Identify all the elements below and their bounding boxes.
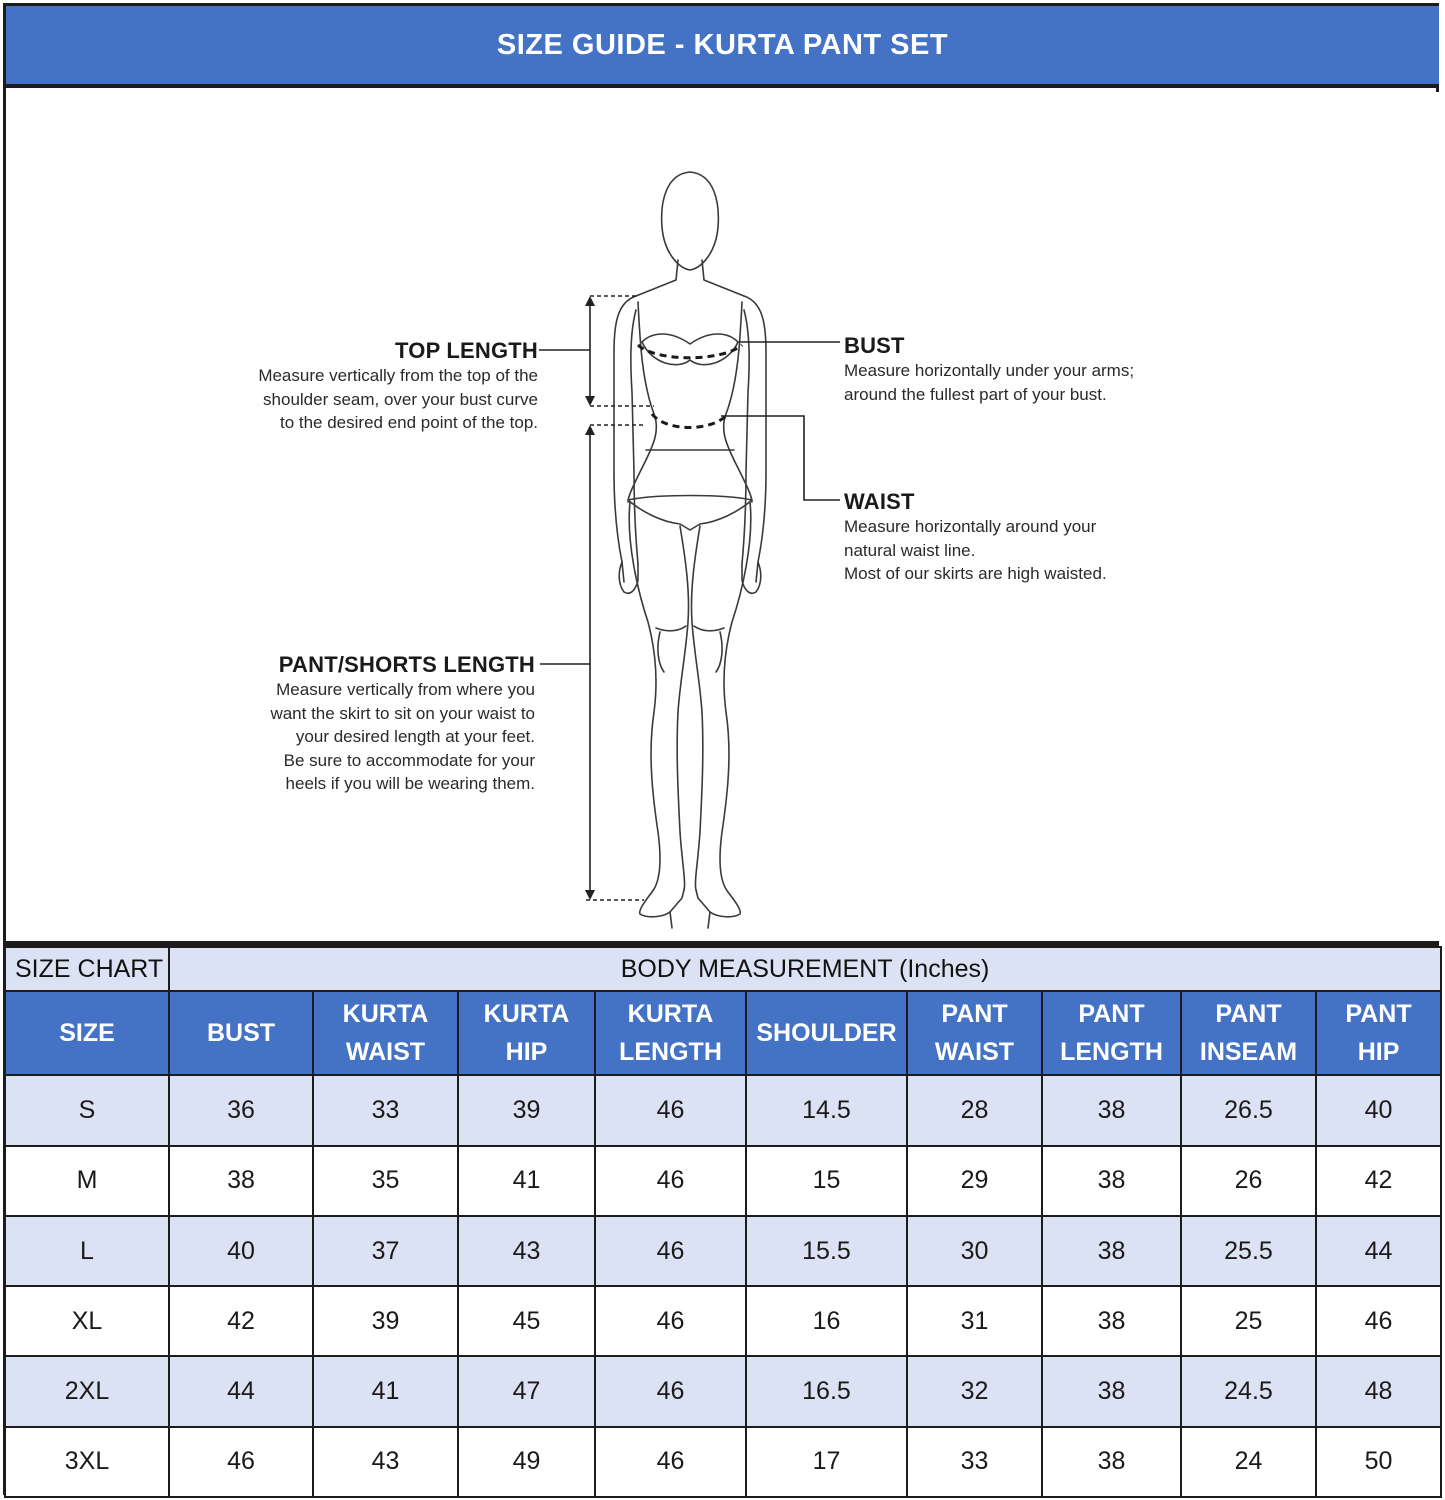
size-cell: S [5,1075,169,1145]
measurement-cell: 39 [313,1286,458,1356]
size-cell: M [5,1146,169,1216]
column-header-line: LENGTH [619,1038,722,1067]
table-row [5,1216,1441,1286]
measurement-diagram [6,92,1439,944]
size-chart-table [4,946,1442,1498]
measurement-cell: 39 [458,1075,595,1145]
pant-length-line-2: want the skirt to sit on your waist to [270,703,535,723]
measurement-cell: 15.5 [746,1216,907,1286]
measurement-cell: 36 [169,1075,313,1145]
size-chart-label: SIZE CHART [5,947,169,991]
waist-line-2: natural waist line. [844,540,976,560]
measurement-cell: 33 [313,1075,458,1145]
measurement-cell: 32 [907,1356,1042,1426]
measurement-cell: 43 [458,1216,595,1286]
measurement-cell: 46 [595,1146,746,1216]
measurement-cell: 42 [169,1286,313,1356]
column-header [746,991,907,1075]
figure-illustration [6,92,1439,944]
measurement-cell: 47 [458,1356,595,1426]
measurement-cell: 45 [458,1286,595,1356]
measurement-cell: 43 [313,1427,458,1497]
measurement-cell: 29 [907,1146,1042,1216]
column-header-line: KURTA [342,1000,429,1029]
measurement-cell: 38 [1042,1146,1181,1216]
column-header-line: PANT [1215,1000,1282,1029]
measurement-cell: 46 [595,1075,746,1145]
measurement-cell: 42 [1316,1146,1441,1216]
column-header-line: LENGTH [1060,1038,1163,1067]
bust-heading: BUST [844,333,905,358]
measurement-cell: 30 [907,1216,1042,1286]
pant-length-line-1: Measure vertically from where you [276,680,535,699]
measurement-cell: 40 [169,1216,313,1286]
table-body [5,1075,1441,1497]
column-header-line: WAIST [345,1038,426,1067]
measurement-cell: 38 [1042,1075,1181,1145]
measurement-cell: 38 [1042,1286,1181,1356]
measurement-cell: 16.5 [746,1356,907,1426]
size-cell: XL [5,1286,169,1356]
column-header-line: SHOULDER [756,1019,897,1048]
waist-heading: WAIST [844,489,915,514]
top-length-line-1: Measure vertically from the top of the [258,366,538,385]
column-header-line: INSEAM [1199,1038,1298,1067]
measurement-cell: 26.5 [1181,1075,1316,1145]
measurement-cell: 24.5 [1181,1356,1316,1426]
measurement-cell: 46 [595,1356,746,1426]
waist-line-3: Most of our skirts are high waisted. [844,564,1107,583]
bust-line-1: Measure horizontally under your arms; [844,361,1135,380]
column-header [907,991,1042,1075]
measurement-cell: 38 [1042,1356,1181,1426]
measurement-cell: 46 [1316,1286,1441,1356]
measurement-cell: 17 [746,1427,907,1497]
size-cell: L [5,1216,169,1286]
column-header-line: PANT [1345,1000,1412,1029]
column-header [458,991,595,1075]
measurement-cell: 31 [907,1286,1042,1356]
bust-line-2: around the fullest part of your bust. [844,384,1107,404]
measurement-cell: 40 [1316,1075,1441,1145]
measurement-cell: 15 [746,1146,907,1216]
measurement-cell: 48 [1316,1356,1441,1426]
top-length-line-2: shoulder seam, over your bust curve [263,389,538,409]
measurement-cell: 24 [1181,1427,1316,1497]
top-length-heading: TOP LENGTH [395,338,538,363]
column-header-line: SIZE [59,1019,115,1048]
measurement-cell: 41 [458,1146,595,1216]
measurement-cell: 49 [458,1427,595,1497]
size-cell: 2XL [5,1356,169,1426]
table-row [5,1146,1441,1216]
column-header [313,991,458,1075]
column-header [5,991,169,1075]
measurement-cell: 14.5 [746,1075,907,1145]
measurement-cell: 38 [1042,1427,1181,1497]
measurement-cell: 38 [169,1146,313,1216]
table-column-headers [5,991,1441,1075]
measurement-cell: 46 [169,1427,313,1497]
pant-length-label [206,652,535,796]
measurement-cell: 16 [746,1286,907,1356]
top-length-line-3: to the desired end point of the top. [279,413,538,432]
column-header [169,991,313,1075]
measurement-cell: 44 [1316,1216,1441,1286]
column-header-line: HIP [1357,1038,1400,1067]
measurement-cell: 28 [907,1075,1042,1145]
waist-label [844,489,1204,586]
pant-length-line-4: Be sure to accommodate for your [283,750,535,770]
measurement-cell: 41 [313,1356,458,1426]
size-cell: 3XL [5,1427,169,1497]
column-header-line: PANT [1078,1000,1145,1029]
column-header-line: PANT [941,1000,1008,1029]
column-header-line: BUST [206,1019,276,1048]
top-length-label [216,338,538,435]
column-header-line: KURTA [627,1000,714,1029]
measurement-cell: 33 [907,1427,1042,1497]
table-row [5,1427,1441,1497]
pant-length-line-5: heels if you will be wearing them. [285,774,535,793]
measurement-cell: 50 [1316,1427,1441,1497]
waist-line-1: Measure horizontally around your [844,517,1097,536]
table-row [5,1286,1441,1356]
measurement-cell: 35 [313,1146,458,1216]
measurement-cell: 46 [595,1286,746,1356]
column-header [1316,991,1441,1075]
pant-length-heading: PANT/SHORTS LENGTH [278,652,535,677]
table-row [5,1075,1441,1145]
measurement-cell: 46 [595,1216,746,1286]
bust-label [844,333,1204,406]
page-title: SIZE GUIDE - KURTA PANT SET [6,6,1439,88]
body-measurement-label: BODY MEASUREMENT (Inches) [169,947,1441,991]
measurement-cell: 46 [595,1427,746,1497]
column-header [1181,991,1316,1075]
measurement-cell: 38 [1042,1216,1181,1286]
table-group-header [5,947,1441,991]
column-header-line: WAIST [934,1038,1015,1067]
column-header [1042,991,1181,1075]
measurement-cell: 37 [313,1216,458,1286]
table-row [5,1356,1441,1426]
measurement-cell: 25 [1181,1286,1316,1356]
pant-length-line-3: your desired length at your feet. [295,727,535,746]
column-header-line: HIP [505,1038,548,1067]
measurement-cell: 25.5 [1181,1216,1316,1286]
measurement-cell: 44 [169,1356,313,1426]
measurement-cell: 26 [1181,1146,1316,1216]
column-header-line: KURTA [483,1000,570,1029]
column-header [595,991,746,1075]
